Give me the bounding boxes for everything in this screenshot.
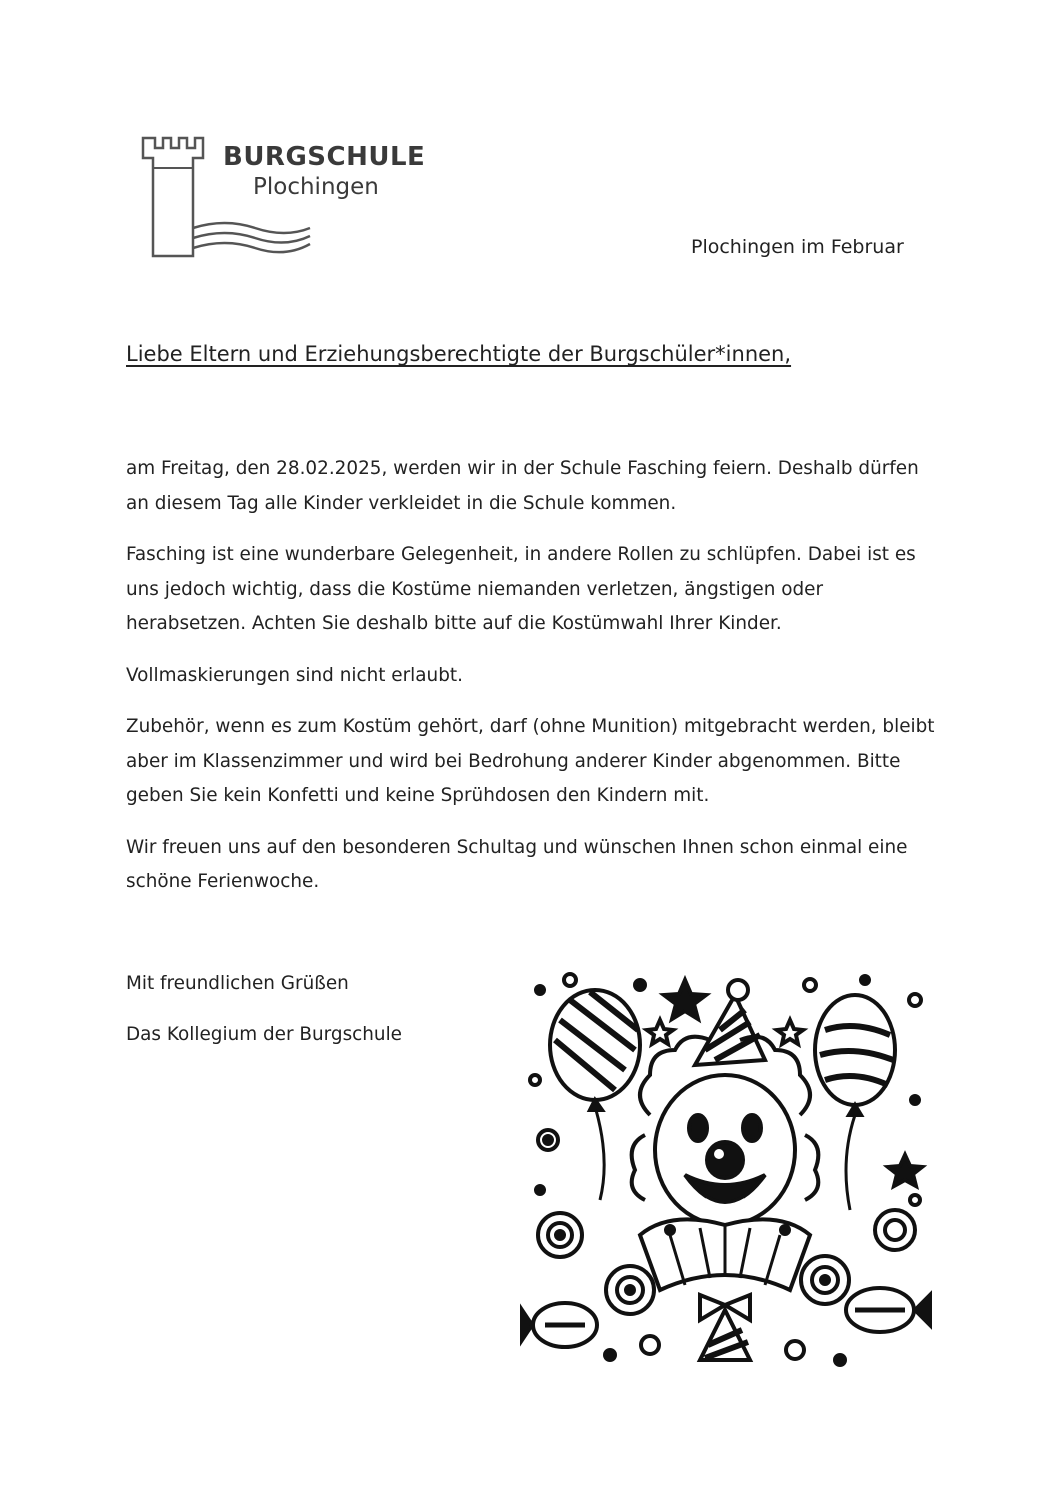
paragraph-2: Fasching ist eine wunderbare Gelegenheit, in andere Rollen zu schlüpfen. Dabei ist es uns jedoch wichtig, dass die Kostüme niemanden verletzen, ängstigen oder herabsetzen. Achten Sie deshalb bitte auf die Kostümwahl Ihrer Kinder. — [126, 544, 916, 634]
paragraph-5: Wir freuen uns auf den besonderen Schultag und wünschen Ihnen schon einmal eine schöne Ferienwoche. — [126, 836, 908, 892]
closing-block — [126, 967, 402, 1069]
paragraph-4: Zubehör, wenn es zum Kostüm gehört, darf (ohne Munition) mitgebracht werden, bleibt aber im Klassenzimmer und wird bei Bedrohung anderer Kinder abgenommen. Bitte geben Sie kein Konfetti und keine Sprühdosen den Kindern mit. — [126, 716, 935, 806]
closing-signature: Das Kollegium der Burgschule — [126, 1024, 402, 1045]
clown-illustration — [520, 960, 932, 1372]
paragraph-1: am Freitag, den 28.02.2025, werden wir in der Schule Fasching feiern. Deshalb dürfen an diesem Tag alle Kinder verkleidet in die Schule kommen. — [126, 458, 919, 514]
letter-body — [126, 452, 946, 917]
logo-subtitle: Plochingen — [253, 174, 379, 200]
salutation: Liebe Eltern und Erziehungsberechtigte der Burgschüler*innen, — [126, 342, 792, 366]
clown-drawing-icon — [520, 960, 932, 1372]
paragraph-3: Vollmaskierungen sind nicht erlaubt. — [126, 664, 463, 686]
date-line: Plochingen im Februar — [691, 236, 904, 258]
closing-greeting: Mit freundlichen Grüßen — [126, 973, 349, 994]
logo-title: BURGSCHULE — [223, 142, 426, 172]
school-logo — [135, 128, 435, 263]
